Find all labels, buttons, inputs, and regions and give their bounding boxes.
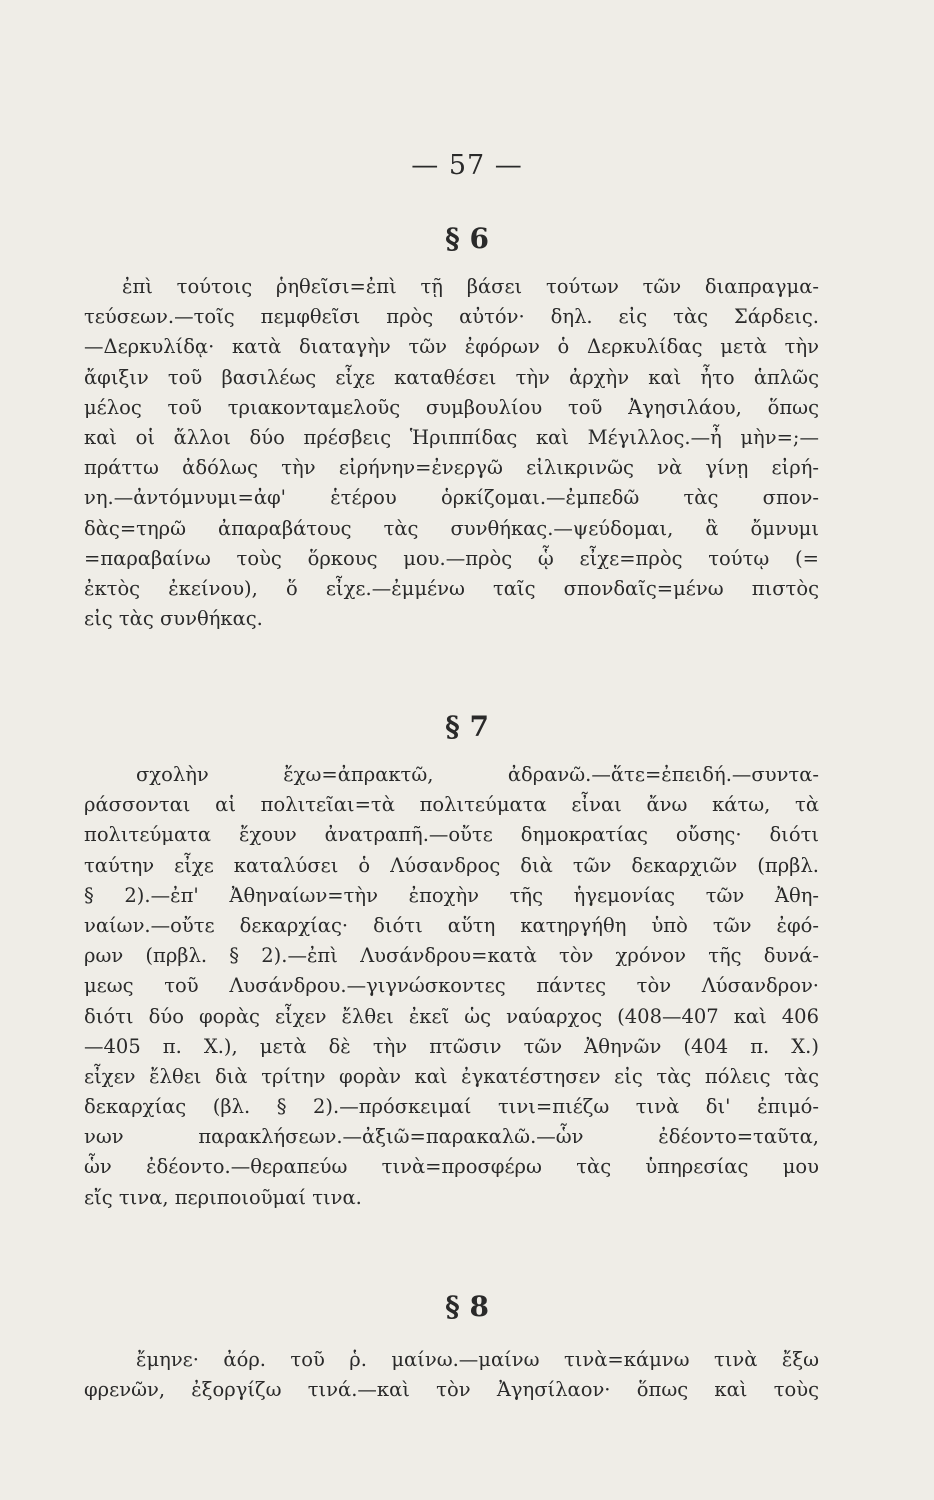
text-line: ἐπὶ τούτοις ῥηθεῖσι=ἐπὶ τῇ βάσει τούτων τῶν διαπραγμα- <box>122 275 819 298</box>
section-mark-8: § 8 <box>445 1290 489 1323</box>
text-line: πολιτεύματα ἔχουν ἀνατραπῆ.—οὔτε δημοκρατίας οὔσης· διότι <box>84 823 819 847</box>
text-line: ἔμηνε· ἀόρ. τοῦ ῥ. μαίνω.—μαίνω τινὰ=κάμνω τινὰ ἔξω <box>136 1348 819 1371</box>
text-line: νη.—ἀντόμνυμι=ἀφ' ἑτέρου ὁρκίζομαι.—ἐμπεδῶ τὰς σπον- <box>84 486 819 510</box>
text-line: τεύσεων.—τοῖς πεμφθεῖσι πρὸς αὐτόν· δηλ. εἰς τὰς Σάρδεις. <box>84 305 819 329</box>
text-line: § 2).—ἐπ' Ἀθηναίων=τὴν ἐποχὴν τῆς ἡγεμονίας τῶν Ἀθη- <box>84 883 819 907</box>
text-line: φρενῶν, ἐξοργίζω τινά.—καὶ τὸν Ἀγησίλαον· ὅπως καὶ τοὺς <box>84 1378 819 1402</box>
text-line: διότι δύο φορὰς εἶχεν ἔλθει ἐκεῖ ὡς ναύαρχος (408—407 καὶ 406 <box>84 1004 819 1028</box>
text-line: —Δερκυλίδᾳ· κατὰ διαταγὴν τῶν ἐφόρων ὁ Δερκυλίδας μετὰ τὴν <box>84 335 819 359</box>
text-line: ράσσονται αἱ πολιτεῖαι=τὰ πολιτεύματα εἶναι ἄνω κάτω, τὰ <box>84 793 819 817</box>
text-line: ναίων.—οὔτε δεκαρχίας· διότι αὕτη κατηργήθη ὑπὸ τῶν ἐφό- <box>84 913 819 937</box>
text-line: δὰς=τηρῶ ἀπαραβάτους τὰς συνθήκας.—ψεύδομαι, ἃ ὄμνυμι <box>84 516 819 540</box>
text-line: πράττω ἀδόλως τὴν εἰρήνην=ἐνεργῶ εἰλικρινῶς νὰ γίνῃ εἰρή- <box>84 456 819 480</box>
text-line: ὧν ἐδέοντο.—θεραπεύω τινὰ=προσφέρω τὰς ὑπηρεσίας μου <box>84 1155 819 1179</box>
text-line: =παραβαίνω τοὺς ὅρκους μου.—πρὸς ᾧ εἶχε=πρὸς τούτῳ (= <box>84 546 819 570</box>
text-line: μέλος τοῦ τριακονταμελοῦς συμβουλίου τοῦ Ἀγησιλάου, ὅπως <box>84 395 819 419</box>
text-line: εἶχεν ἔλθει διὰ τρίτην φορὰν καὶ ἐγκατέστησεν εἰς τὰς πόλεις τὰς <box>84 1064 819 1088</box>
text-line: καὶ οἱ ἄλλοι δύο πρέσβεις Ἡριππίδας καὶ Μέγιλλος.—ἦ μὴν=;— <box>84 425 819 449</box>
text-line: νων παρακλήσεων.—ἀξιῶ=παρακαλῶ.—ὧν ἐδέοντο=ταῦτα, <box>84 1125 819 1149</box>
text-line: μεως τοῦ Λυσάνδρου.—γιγνώσκοντες πάντες τὸν Λύσανδρον· <box>84 974 819 998</box>
text-line: ἐκτὸς ἐκείνου), ὅ εἶχε.—ἐμμένω ταῖς σπονδαῖς=μένω πιστὸς <box>84 576 819 600</box>
section-mark-7: § 7 <box>445 710 489 743</box>
text-line: ρων (πρβλ. § 2).—ἐπὶ Λυσάνδρου=κατὰ τὸν χρόνον τῆς δυνά- <box>84 944 819 968</box>
text-line: ταύτην εἶχε καταλύσει ὁ Λύσανδρος διὰ τῶν δεκαρχιῶν (πρβλ. <box>84 853 819 877</box>
section-7-text <box>84 760 819 1213</box>
page-number: — 57 — <box>411 150 523 181</box>
text-line: εἴς τινα, περιποιοῦμαί τινα. <box>84 1185 362 1209</box>
section-mark-6: § 6 <box>445 222 489 255</box>
text-line: —405 π. Χ.), μετὰ δὲ τὴν πτῶσιν τῶν Ἀθηνῶν (404 π. Χ.) <box>84 1034 819 1058</box>
text-line: εἰς τὰς συνθήκας. <box>84 607 263 631</box>
text-line: δεκαρχίας (βλ. § 2).—πρόσκειμαί τινι=πιέζω τινὰ δι' ἐπιμό- <box>84 1095 819 1119</box>
text-line: σχολὴν ἔχω=ἀπρακτῶ, ἀδρανῶ.—ἅτε=ἐπειδή.—συντα- <box>136 763 819 786</box>
section-6-text <box>84 272 819 634</box>
section-8-text <box>84 1345 819 1405</box>
text-line: ἄφιξιν τοῦ βασιλέως εἶχε καταθέσει τὴν ἀρχὴν καὶ ἦτο ἁπλῶς <box>84 365 819 389</box>
